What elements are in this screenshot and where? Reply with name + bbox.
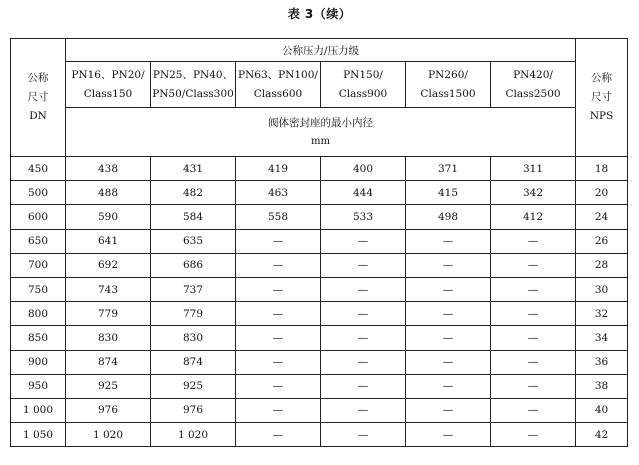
value-cell: 976 xyxy=(66,398,151,422)
pressure-class-header xyxy=(491,62,576,108)
dn-cell: 650 xyxy=(11,229,66,253)
table-row xyxy=(11,205,628,229)
pressure-class-line2: PN50/Class300 xyxy=(152,87,234,100)
value-cell: — xyxy=(491,423,576,447)
value-cell: 482 xyxy=(151,181,236,205)
value-cell: 925 xyxy=(151,374,236,398)
value-cell: — xyxy=(236,398,321,422)
table-title: 表 3（续） xyxy=(287,7,352,21)
nps-cell: 24 xyxy=(576,205,628,229)
nps-cell: 30 xyxy=(576,277,628,301)
table-row xyxy=(11,181,628,205)
value-cell: — xyxy=(491,253,576,277)
value-cell: — xyxy=(406,398,491,422)
value-cell: — xyxy=(236,326,321,350)
dn-cell: 700 xyxy=(11,253,66,277)
dn-header xyxy=(11,39,66,157)
value-cell: — xyxy=(406,302,491,326)
value-cell: — xyxy=(236,350,321,374)
nps-header-line2: 尺寸 xyxy=(591,91,613,103)
value-cell: 874 xyxy=(66,350,151,374)
dn-header-line3: DN xyxy=(29,110,47,122)
value-cell: 779 xyxy=(66,302,151,326)
value-cell: — xyxy=(491,374,576,398)
value-cell: 412 xyxy=(491,205,576,229)
unit-text: mm xyxy=(311,135,330,147)
pressure-class-header xyxy=(321,62,406,108)
dimension-table xyxy=(10,38,628,447)
value-cell: 311 xyxy=(491,157,576,181)
value-cell: — xyxy=(491,229,576,253)
value-cell: 463 xyxy=(236,181,321,205)
value-cell: — xyxy=(491,350,576,374)
dn-header-line2: 尺寸 xyxy=(27,91,49,103)
dn-cell: 850 xyxy=(11,326,66,350)
nps-cell: 42 xyxy=(576,423,628,447)
value-cell: 976 xyxy=(151,398,236,422)
table-row xyxy=(11,326,628,350)
pressure-class-line2: Class150 xyxy=(83,87,133,100)
value-cell: — xyxy=(406,277,491,301)
table-row xyxy=(11,229,628,253)
value-cell: — xyxy=(406,229,491,253)
table-row xyxy=(11,350,628,374)
nps-cell: 20 xyxy=(576,181,628,205)
value-cell: 444 xyxy=(321,181,406,205)
pressure-class-line2: Class900 xyxy=(338,87,388,100)
dn-cell: 800 xyxy=(11,302,66,326)
value-cell: — xyxy=(321,302,406,326)
value-cell: — xyxy=(236,302,321,326)
pressure-class-line2: Class600 xyxy=(253,87,303,100)
nps-cell: 36 xyxy=(576,350,628,374)
table-row xyxy=(11,302,628,326)
value-cell: — xyxy=(491,277,576,301)
value-cell: — xyxy=(236,229,321,253)
value-cell: — xyxy=(491,302,576,326)
value-cell: — xyxy=(321,374,406,398)
value-cell: — xyxy=(406,423,491,447)
value-cell: — xyxy=(321,253,406,277)
value-cell: — xyxy=(491,398,576,422)
value-cell: — xyxy=(321,350,406,374)
value-cell: — xyxy=(321,229,406,253)
value-cell: 641 xyxy=(66,229,151,253)
value-cell: 737 xyxy=(151,277,236,301)
value-cell: — xyxy=(406,374,491,398)
dn-cell: 950 xyxy=(11,374,66,398)
value-cell: 419 xyxy=(236,157,321,181)
table-row xyxy=(11,277,628,301)
dn-cell: 750 xyxy=(11,277,66,301)
nps-cell: 34 xyxy=(576,326,628,350)
pressure-class-header xyxy=(236,62,321,108)
subheading-row xyxy=(11,108,628,157)
value-cell: 686 xyxy=(151,253,236,277)
value-cell: — xyxy=(321,423,406,447)
nps-cell: 18 xyxy=(576,157,628,181)
header-row-group xyxy=(11,39,628,62)
value-cell: 692 xyxy=(66,253,151,277)
value-cell: — xyxy=(236,277,321,301)
value-cell: — xyxy=(406,253,491,277)
table-body xyxy=(11,157,628,447)
pressure-class-line1: PN25、PN40、 xyxy=(152,68,234,81)
table-row xyxy=(11,423,628,447)
value-cell: — xyxy=(321,398,406,422)
dn-cell: 450 xyxy=(11,157,66,181)
value-cell: 830 xyxy=(151,326,236,350)
nps-cell: 32 xyxy=(576,302,628,326)
subheading-cell xyxy=(66,108,576,157)
value-cell: — xyxy=(321,326,406,350)
dn-cell: 1 000 xyxy=(11,398,66,422)
table-row xyxy=(11,157,628,181)
value-cell: — xyxy=(236,253,321,277)
nps-header-line1: 公称 xyxy=(591,72,613,84)
nps-header-line3: NPS xyxy=(589,110,614,122)
pressure-class-line2: Class1500 xyxy=(420,87,476,100)
value-cell: — xyxy=(236,374,321,398)
pressure-class-line2: Class2500 xyxy=(505,87,561,100)
value-cell: 874 xyxy=(151,350,236,374)
value-cell: — xyxy=(406,350,491,374)
value-cell: 830 xyxy=(66,326,151,350)
value-cell: — xyxy=(491,326,576,350)
nps-cell: 28 xyxy=(576,253,628,277)
value-cell: 533 xyxy=(321,205,406,229)
pressure-class-row xyxy=(11,62,628,108)
value-cell: 431 xyxy=(151,157,236,181)
value-cell: — xyxy=(321,277,406,301)
nps-cell: 40 xyxy=(576,398,628,422)
table-row xyxy=(11,253,628,277)
value-cell: — xyxy=(236,423,321,447)
pressure-class-header xyxy=(66,62,151,108)
nps-cell: 26 xyxy=(576,229,628,253)
pressure-class-line1: PN150/ xyxy=(343,68,383,81)
pressure-class-line1: PN63、PN100/ xyxy=(238,68,318,81)
subheading-text: 阀体密封座的最小内径 xyxy=(268,116,374,129)
value-cell: — xyxy=(406,326,491,350)
table-row xyxy=(11,374,628,398)
dn-header-line1: 公称 xyxy=(27,72,49,84)
nps-header xyxy=(576,39,628,157)
dn-cell: 900 xyxy=(11,350,66,374)
dn-cell: 500 xyxy=(11,181,66,205)
value-cell: 743 xyxy=(66,277,151,301)
pressure-class-header xyxy=(406,62,491,108)
value-cell: 438 xyxy=(66,157,151,181)
pressure-group-header: 公称压力/压力级 xyxy=(66,39,576,62)
pressure-class-line1: PN260/ xyxy=(428,68,468,81)
value-cell: 779 xyxy=(151,302,236,326)
value-cell: 400 xyxy=(321,157,406,181)
value-cell: 498 xyxy=(406,205,491,229)
value-cell: 584 xyxy=(151,205,236,229)
value-cell: 488 xyxy=(66,181,151,205)
value-cell: 415 xyxy=(406,181,491,205)
pressure-class-header xyxy=(151,62,236,108)
value-cell: 635 xyxy=(151,229,236,253)
pressure-class-line1: PN420/ xyxy=(513,68,553,81)
dn-cell: 1 050 xyxy=(11,423,66,447)
value-cell: 1 020 xyxy=(66,423,151,447)
value-cell: 590 xyxy=(66,205,151,229)
value-cell: 558 xyxy=(236,205,321,229)
value-cell: 1 020 xyxy=(151,423,236,447)
pressure-class-line1: PN16、PN20/ xyxy=(71,68,145,81)
value-cell: 371 xyxy=(406,157,491,181)
table-row xyxy=(11,398,628,422)
dn-cell: 600 xyxy=(11,205,66,229)
value-cell: 925 xyxy=(66,374,151,398)
nps-cell: 38 xyxy=(576,374,628,398)
value-cell: 342 xyxy=(491,181,576,205)
